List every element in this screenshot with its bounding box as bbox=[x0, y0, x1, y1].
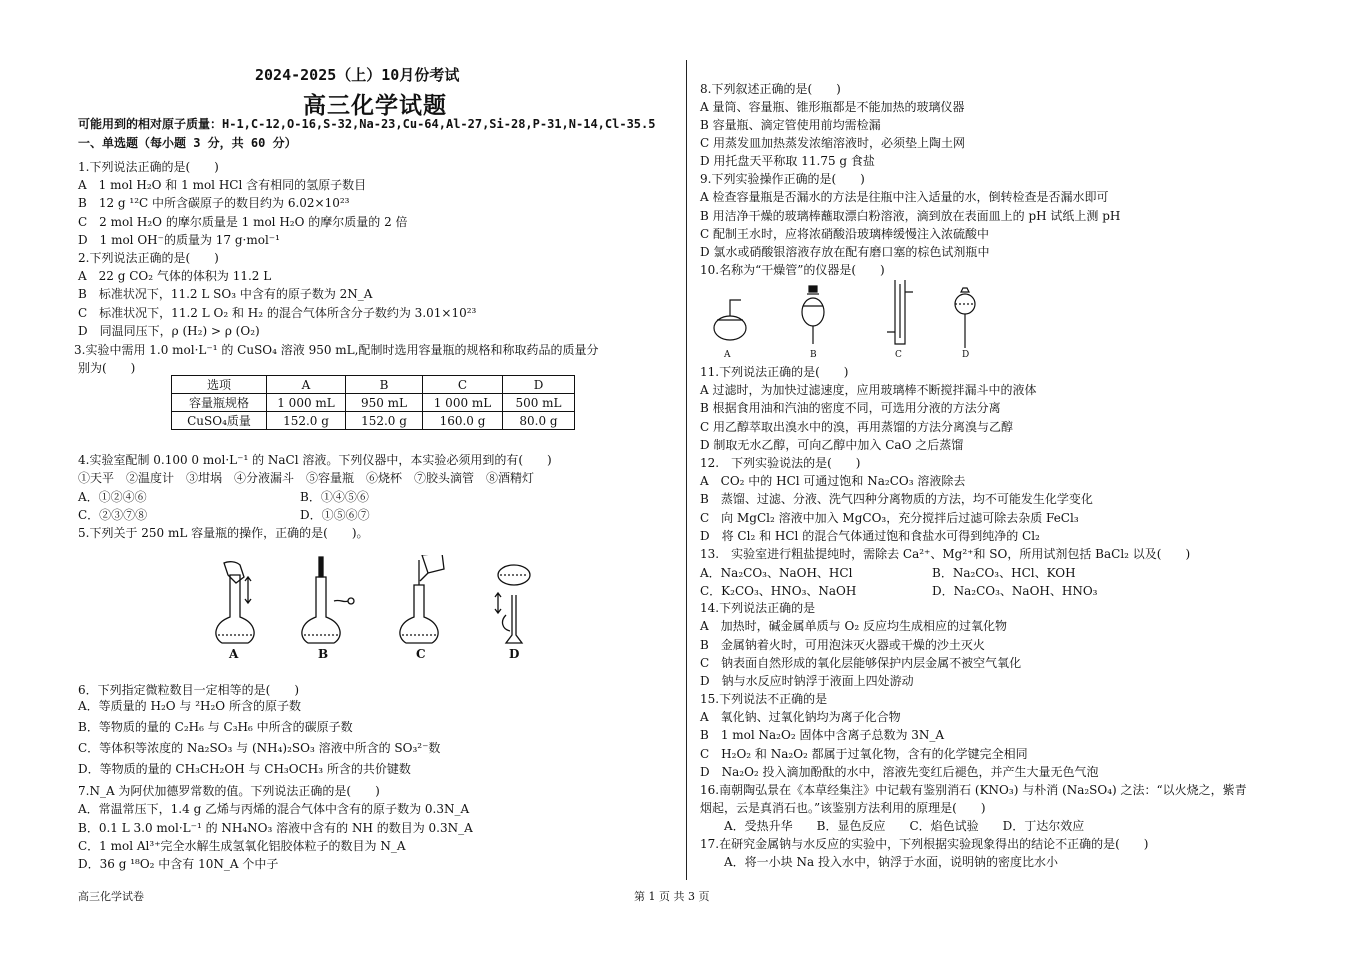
option-text: A 氧化钠、过氧化钠均为离子化合物 bbox=[700, 710, 901, 724]
column-divider bbox=[686, 60, 687, 880]
question-text: 1.下列说法正确的是( ) bbox=[78, 160, 219, 174]
option-text: D 同温同压下，ρ (H₂) > ρ (O₂) bbox=[78, 324, 260, 338]
table-cell: 500 mL bbox=[503, 394, 575, 412]
figure-label: B bbox=[318, 647, 329, 661]
option-text: C 向 MgCl₂ 溶液中加入 MgCO₃，充分搅拌后过滤可除去杂质 FeCl₃ bbox=[700, 511, 1079, 525]
apparatus-c-icon bbox=[887, 280, 913, 344]
option-text: B．①④⑤⑥ bbox=[300, 490, 369, 504]
table-cell: 152.0 g bbox=[267, 412, 346, 430]
option-text: D．等物质的量的 CH₃CH₂OH 与 CH₃OCH₃ 所含的共价键数 bbox=[78, 762, 411, 776]
option-text: A 加热时，碱金属单质与 O₂ 反应均生成相应的过氧化物 bbox=[700, 619, 1007, 633]
option-text: C 标准状况下，11.2 L O₂ 和 H₂ 的混合气体所含分子数约为 3.01×10²³ bbox=[78, 306, 477, 320]
figure-label: D bbox=[509, 647, 520, 661]
option-text: A．①②④⑥ bbox=[78, 490, 147, 504]
option-text: A CO₂ 中的 HCl 可通过饱和 Na₂CO₃ 溶液除去 bbox=[700, 474, 966, 488]
option-text: B．Na₂CO₃、HCl、KOH bbox=[932, 566, 1076, 580]
question-text: 17.在研究金属钠与水反应的实验中，下列根据实验现象得出的结论不正确的是( ) bbox=[700, 837, 1149, 851]
table-cell: 160.0 g bbox=[423, 412, 503, 430]
option-text: A 检查容量瓶是否漏水的方法是往瓶中注入适量的水，倒转检查是否漏水即可 bbox=[700, 190, 1109, 204]
table-row bbox=[172, 394, 575, 412]
question-text: 2.下列说法正确的是( ) bbox=[78, 251, 219, 265]
option-text: ①天平 ②温度计 ③坩埚 ④分液漏斗 ⑤容量瓶 ⑥烧杯 ⑦胶头滴管 ⑧酒精灯 bbox=[78, 471, 535, 485]
table-cell: C bbox=[423, 376, 503, 394]
table-cell: CuSO₄质量 bbox=[172, 412, 267, 430]
flask-c-icon bbox=[400, 555, 444, 643]
option-text: A．受热升华 B．显色反应 C．焰色试验 D．丁达尔效应 bbox=[700, 819, 1085, 833]
option-text: D 氯水或硝酸银溶液存放在配有磨口塞的棕色试剂瓶中 bbox=[700, 245, 990, 259]
option-text: D Na₂O₂ 投入滴加酚酞的水中，溶液先变红后褪色，并产生大量无色气泡 bbox=[700, 765, 1099, 779]
option-text: A 1 mol H₂O 和 1 mol HCl 含有相同的氢原子数目 bbox=[78, 178, 367, 192]
option-text: C 用蒸发皿加热蒸发浓缩溶液时，必须垫上陶土网 bbox=[700, 136, 965, 150]
question-text: 15.下列说法不正确的是 bbox=[700, 692, 828, 706]
question-text: 12. 下列实验说法的是( ) bbox=[700, 456, 861, 470]
apparatus-d-icon bbox=[955, 288, 975, 348]
table-header-row bbox=[172, 376, 575, 394]
figure-label: A bbox=[724, 350, 731, 360]
table-cell: A bbox=[267, 376, 346, 394]
option-text: C．等体积等浓度的 Na₂SO₃ 与 (NH₄)₂SO₃ 溶液中所含的 SO₃²⁻数 bbox=[78, 741, 441, 755]
q5-flask-figure bbox=[200, 555, 540, 665]
option-text: D．①⑤⑥⑦ bbox=[300, 508, 370, 522]
option-text: A 22 g CO₂ 气体的体积为 11.2 L bbox=[78, 269, 272, 283]
option-text: C．②③⑦⑧ bbox=[78, 508, 148, 522]
question-text: 别为( ) bbox=[78, 361, 136, 375]
table-row bbox=[172, 412, 575, 430]
atomic-masses: 可能用到的相对原子质量：H-1,C-12,O-16,S-32,Na-23,Cu-64,Al-27,Si-28,P-31,N-14,Cl-35.5 bbox=[78, 117, 656, 131]
question-text: 9.下列实验操作正确的是( ) bbox=[700, 172, 865, 186]
option-text: A．Na₂CO₃、NaOH、HCl bbox=[700, 566, 853, 580]
question-text: 烟起，云是真消石也。”该鉴别方法利用的原理是( ) bbox=[700, 801, 986, 815]
option-text: C．1 mol Al³⁺完全水解生成氢氧化铝胶体粒子的数目为 N_A bbox=[78, 839, 406, 853]
table-cell: 容量瓶规格 bbox=[172, 394, 267, 412]
question-text: 5.下列关于 250 mL 容量瓶的操作，正确的是( )。 bbox=[78, 526, 369, 540]
option-text: D．Na₂CO₃、NaOH、HNO₃ bbox=[932, 584, 1098, 598]
option-text: B 用洁净干燥的玻璃棒蘸取漂白粉溶液，滴到放在表面皿上的 pH 试纸上测 pH bbox=[700, 209, 1121, 223]
figure-label: B bbox=[810, 350, 817, 360]
table-cell: 80.0 g bbox=[503, 412, 575, 430]
option-text: C 配制王水时，应将浓硝酸沿玻璃棒缓慢注入浓硫酸中 bbox=[700, 227, 989, 241]
question-text: 13. 实验室进行粗盐提纯时，需除去 Ca²⁺、Mg²⁺和 SO，所用试剂包括 BaCl₂ 以及( ) bbox=[700, 547, 1191, 561]
question-text: 3.实验中需用 1.0 mol·L⁻¹ 的 CuSO₄ 溶液 950 mL,配制时选用容量瓶的规格和称取药品的质量分 bbox=[74, 343, 599, 357]
q10-apparatus-figure bbox=[705, 278, 995, 350]
table-cell: 1 000 mL bbox=[423, 394, 503, 412]
option-text: A．常温常压下，1.4 g 乙烯与丙烯的混合气体中含有的原子数为 0.3N_A bbox=[78, 802, 470, 816]
option-text: A．等质量的 H₂O 与 ²H₂O 所含的原子数 bbox=[78, 699, 301, 713]
option-text: D 1 mol OH⁻的质量为 17 g·mol⁻¹ bbox=[78, 233, 280, 247]
table-cell: 选项 bbox=[172, 376, 267, 394]
question-text: 4.实验室配制 0.100 0 mol·L⁻¹ 的 NaCl 溶液。下列仪器中，本实验必须用到的有( ) bbox=[78, 453, 552, 467]
question-text: 11.下列说法正确的是( ) bbox=[700, 365, 849, 379]
apparatus-b-icon bbox=[802, 286, 824, 344]
flask-a-icon bbox=[216, 562, 254, 643]
option-text: B 蒸馏、过滤、分液、洗气四种分离物质的方法，均不可能发生化学变化 bbox=[700, 492, 1093, 506]
question-text: 6．下列指定微粒数目一定相等的是( ) bbox=[78, 683, 299, 697]
option-text: D 用托盘天平称取 11.75 g 食盐 bbox=[700, 154, 875, 168]
option-text: A．将一小块 Na 投入水中，钠浮于水面，说明钠的密度比水小 bbox=[700, 855, 1058, 869]
option-text: A 过滤时，为加快过滤速度，应用玻璃棒不断搅拌漏斗中的液体 bbox=[700, 383, 1037, 397]
option-text: D 制取无水乙醇，可向乙醇中加入 CaO 之后蒸馏 bbox=[700, 438, 964, 452]
table-cell: 1 000 mL bbox=[267, 394, 346, 412]
option-text: D 将 Cl₂ 和 HCl 的混合气体通过饱和食盐水可得到纯净的 Cl₂ bbox=[700, 529, 1040, 543]
option-text: C．K₂CO₃、HNO₃、NaOH bbox=[700, 584, 857, 598]
option-text: C H₂O₂ 和 Na₂O₂ 都属于过氧化物，含有的化学键完全相同 bbox=[700, 747, 1028, 761]
apparatus-a-icon bbox=[714, 300, 746, 340]
figure-label: D bbox=[962, 350, 970, 360]
table-cell: D bbox=[503, 376, 575, 394]
option-text: B．0.1 L 3.0 mol·L⁻¹ 的 NH₄NO₃ 溶液中含有的 NH 的数目为 0.3N_A bbox=[78, 821, 473, 835]
option-text: C 用乙醇萃取出溴水中的溴，再用蒸馏的方法分离溴与乙醇 bbox=[700, 420, 1013, 434]
table-cell: 950 mL bbox=[346, 394, 423, 412]
q3-options-table bbox=[171, 375, 575, 430]
option-text: B 标准状况下，11.2 L SO₃ 中含有的原子数为 2N_A bbox=[78, 287, 373, 301]
page-number: 第 1 页 共 3 页 bbox=[634, 890, 710, 903]
question-text: 16.南朝陶弘景在《本草经集注》中记载有鉴别消石 (KNO₃) 与朴消 (Na₂SO₄) 之法：“以火烧之，紫青 bbox=[700, 783, 1247, 797]
option-text: A 量筒、容量瓶、锥形瓶都是不能加热的玻璃仪器 bbox=[700, 100, 965, 114]
table-cell: B bbox=[346, 376, 423, 394]
option-text: B 金属钠着火时，可用泡沫灭火器或干燥的沙土灭火 bbox=[700, 638, 985, 652]
table-cell: 152.0 g bbox=[346, 412, 423, 430]
figure-label: C bbox=[895, 350, 902, 360]
option-text: B 根据食用油和汽油的密度不同，可选用分液的方法分离 bbox=[700, 401, 1001, 415]
option-text: D．36 g ¹⁸O₂ 中含有 10N_A 个中子 bbox=[78, 857, 279, 871]
exam-title: 2024-2025（上）10月份考试 bbox=[255, 66, 460, 84]
question-text: 10.名称为“干燥管”的仪器是( ) bbox=[700, 263, 885, 277]
option-text: B 1 mol Na₂O₂ 固体中含离子总数为 3N_A bbox=[700, 728, 945, 742]
flask-b-icon bbox=[302, 557, 354, 643]
question-text: 7.N_A 为阿伏加德罗常数的值。下列说法正确的是( ) bbox=[78, 784, 380, 798]
option-text: B．等物质的量的 C₂H₆ 与 C₃H₆ 中所含的碳原子数 bbox=[78, 720, 353, 734]
flask-d-icon bbox=[495, 565, 530, 643]
option-text: C 2 mol H₂O 的摩尔质量是 1 mol H₂O 的摩尔质量的 2 倍 bbox=[78, 215, 408, 229]
page-title: 高三化学试题 bbox=[303, 93, 447, 119]
figure-label: C bbox=[416, 647, 426, 661]
question-text: 14.下列说法正确的是 bbox=[700, 601, 816, 615]
option-text: C 钠表面自然形成的氧化层能够保护内层金属不被空气氧化 bbox=[700, 656, 1022, 670]
section-heading: 一、单选题（每小题 3 分，共 60 分） bbox=[78, 136, 297, 150]
option-text: D 钠与水反应时钠浮于液面上四处游动 bbox=[700, 674, 914, 688]
footer-left: 高三化学试卷 bbox=[78, 890, 144, 903]
option-text: B 容量瓶、滴定管使用前均需检漏 bbox=[700, 118, 881, 132]
option-text: B 12 g ¹²C 中所含碳原子的数目约为 6.02×10²³ bbox=[78, 196, 350, 210]
question-text: 8.下列叙述正确的是( ) bbox=[700, 82, 841, 96]
figure-label: A bbox=[229, 647, 239, 661]
